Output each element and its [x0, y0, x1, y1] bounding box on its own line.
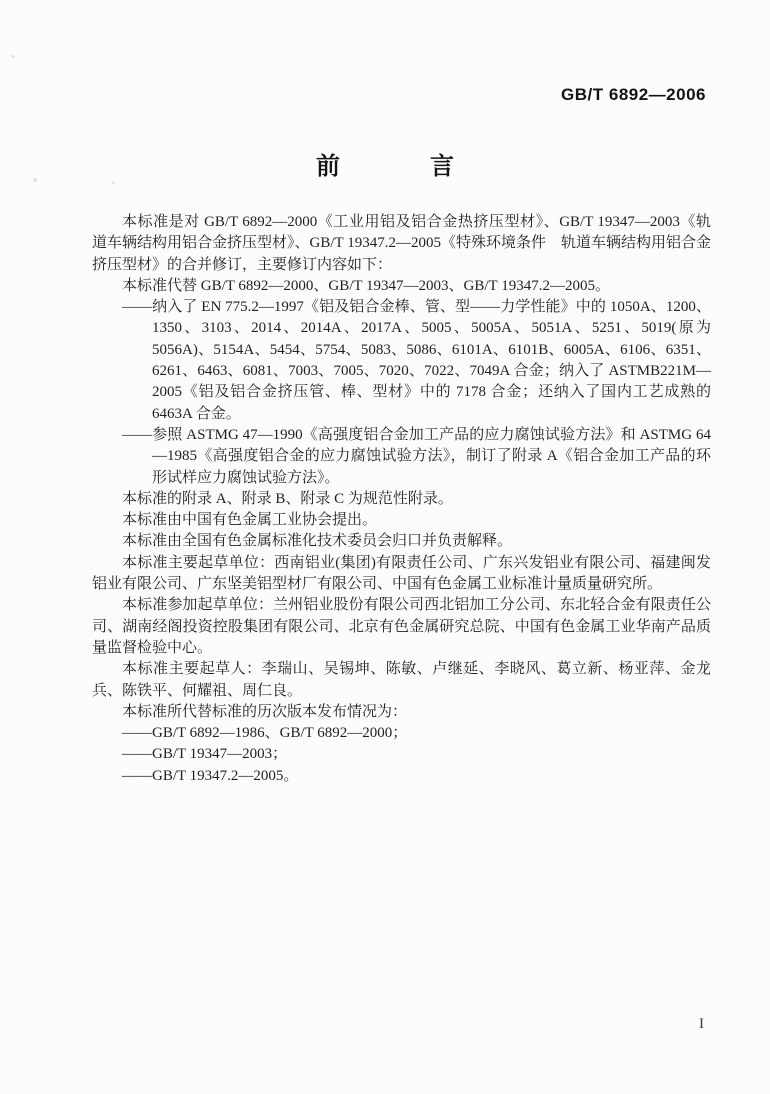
foreword-paragraph: 本标准的附录 A、附录 B、附录 C 为规范性附录。	[122, 490, 453, 507]
page-number: I	[699, 1016, 704, 1032]
foreword-paragraph: 本标准是对 GB/T 6892—2000《工业用铝及铝合金热挤压型材》、GB/T 19347—2003《轨道车辆结构用铝合金挤压型材》、GB/T 19347.2—2005《特殊环境条件 轨道车辆结构用铝合金挤压型材》的合并修订，主要修订内容如下：	[92, 214, 711, 273]
foreword-paragraph: ——GB/T 6892—1986、GB/T 6892—2000；	[122, 725, 408, 742]
standard-code-header: GB/T 6892—2006	[561, 85, 706, 104]
foreword-paragraph: 本标准所代替标准的历次版本发布情况为：	[122, 703, 408, 720]
foreword-paragraph: ——纳入了 EN 775.2—1997《铝及铝合金棒、管、型——力学性能》中的 1050A、1200、1350、3103、2014、2014A、2017A、5005、5005A、5051A、5251、5019(原为 5056A)、5154A、5454、5754、5083、5086、6101A、6101B、6005A、6106、6351、6261、6463、6081、7003、7005、7020、7022、7049A 合金；纳入了 ASTMB221M—2005《铝及铝合金挤压管、棒、型材》中的 7178 合金；还纳入了国内工艺成熟的 6463A 合金。	[122, 299, 711, 422]
page-title	[0, 146, 770, 181]
foreword-paragraph: ——GB/T 19347.2—2005。	[122, 767, 299, 784]
foreword-paragraph: 本标准代替 GB/T 6892—2000、GB/T 19347—2003、GB/T 19347.2—2005。	[122, 277, 610, 294]
foreword-paragraph: 本标准主要起草人：李瑞山、吴锡坤、陈敏、卢继延、李晓风、葛立新、杨亚萍、金龙兵、陈铁平、何耀祖、周仁良。	[92, 661, 711, 699]
foreword-body	[92, 212, 711, 787]
foreword-paragraph: 本标准由全国有色金属标准化技术委员会归口并负责解释。	[122, 533, 513, 550]
page-title-char-2: 言	[430, 153, 454, 180]
foreword-paragraph: ——GB/T 19347—2003；	[122, 746, 288, 763]
foreword-paragraph: 本标准参加起草单位：兰州铝业股份有限公司西北铝加工分公司、东北轻合金有限责任公司、湖南经阁投资控股集团有限公司、北京有色金属研究总院、中国有色金属工业华南产品质量监督检验中心。	[92, 597, 711, 656]
page-title-char-1: 前	[316, 153, 340, 180]
scan-speck	[11, 55, 15, 58]
foreword-paragraph: ——参照 ASTMG 47—1990《高强度铝合金加工产品的应力腐蚀试验方法》和 ASTMG 64—1985《高强度铝合金的应力腐蚀试验方法》，制订了附录 A《铝合金加工产品的环形试样应力腐蚀试验方法》。	[122, 426, 711, 486]
scan-speck	[112, 181, 115, 184]
foreword-paragraph: 本标准主要起草单位：西南铝业(集团)有限责任公司、广东兴发铝业有限公司、福建闽发铝业有限公司、广东坚美铝型材厂有限公司、中国有色金属工业标准计量质量研究所。	[92, 554, 711, 593]
foreword-paragraph: 本标准由中国有色金属工业协会提出。	[122, 512, 378, 529]
